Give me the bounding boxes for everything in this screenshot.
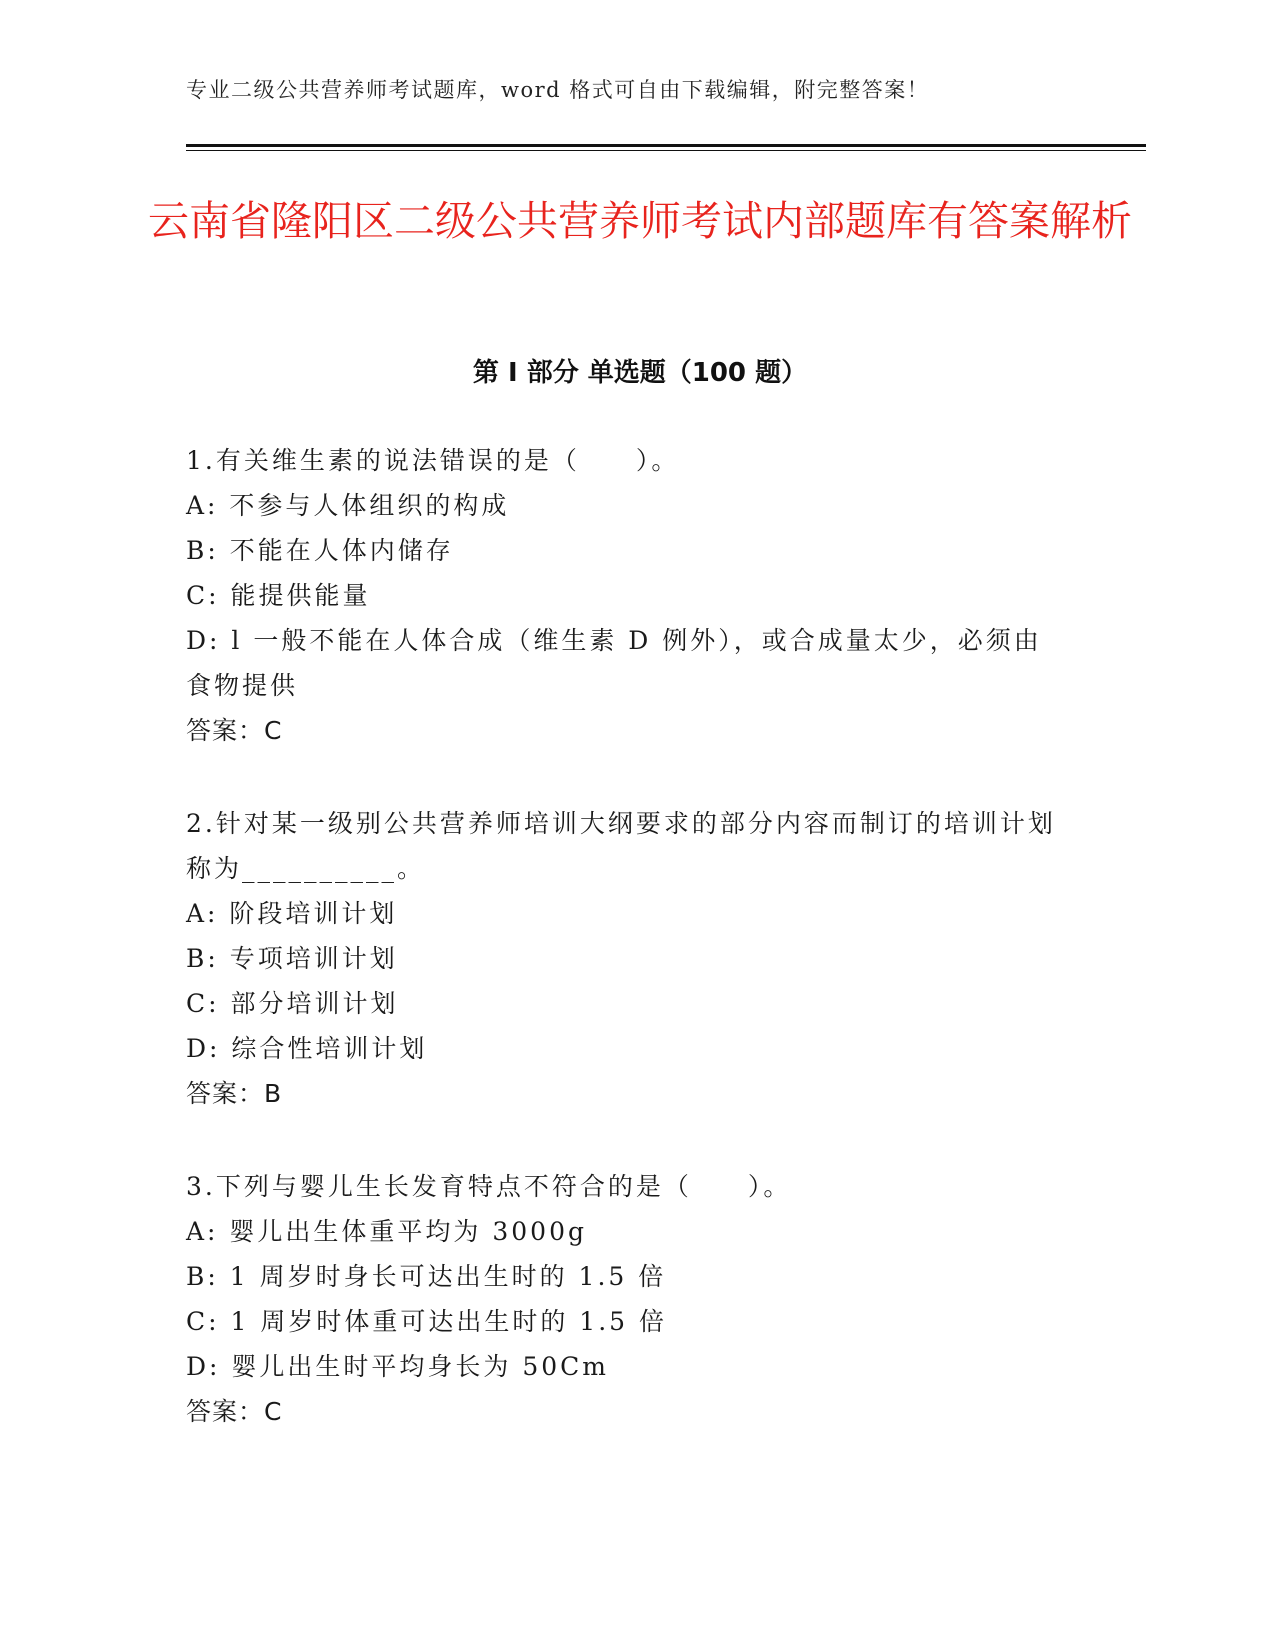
option-c: C: 1 周岁时体重可达出生时的 1.5 倍 xyxy=(186,1307,668,1336)
option-d: D: l 一般不能在人体合成（维生素 D 例外），或合成量太少，必须由食物提供 xyxy=(186,626,1042,700)
question-block xyxy=(186,1164,1066,1434)
question-stem: 2.针对某一级别公共营养师培训大纲要求的部分内容而制订的培训计划称为__________。 xyxy=(186,809,1056,883)
question-stem: 1.有关维生素的说法错误的是（ ）。 xyxy=(186,446,680,475)
answer-line: 答案：B xyxy=(186,1079,283,1108)
option-d: D: 综合性培训计划 xyxy=(186,1034,428,1063)
option-b: B: 不能在人体内储存 xyxy=(186,536,454,565)
option-c: C: 能提供能量 xyxy=(186,581,371,610)
document-title: 云南省隆阳区二级公共营养师考试内部题库有答案解析 xyxy=(148,197,1132,245)
header-note: 专业二级公共营养师考试题库，word 格式可自由下载编辑，附完整答案！ xyxy=(186,78,930,102)
question-block xyxy=(186,438,1066,753)
section-title: 第 I 部分 单选题（100 题） xyxy=(472,358,808,388)
answer-line: 答案：C xyxy=(186,716,283,745)
option-a: A: 阶段培训计划 xyxy=(186,899,398,928)
option-a: A: 不参与人体组织的构成 xyxy=(186,491,510,520)
option-c: C: 部分培训计划 xyxy=(186,989,399,1018)
answer-line: 答案：C xyxy=(186,1397,283,1426)
header-rule-thin xyxy=(186,150,1146,151)
option-b: B: 1 周岁时身长可达出生时的 1.5 倍 xyxy=(186,1262,667,1291)
option-a: A: 婴儿出生体重平均为 3000g xyxy=(186,1217,587,1246)
header-rule-thick xyxy=(186,144,1146,147)
option-b: B: 专项培训计划 xyxy=(186,944,398,973)
option-d: D: 婴儿出生时平均身长为 50Cm xyxy=(186,1352,610,1381)
question-stem: 3.下列与婴儿生长发育特点不符合的是（ ）。 xyxy=(186,1172,792,1201)
question-block xyxy=(186,801,1066,1116)
